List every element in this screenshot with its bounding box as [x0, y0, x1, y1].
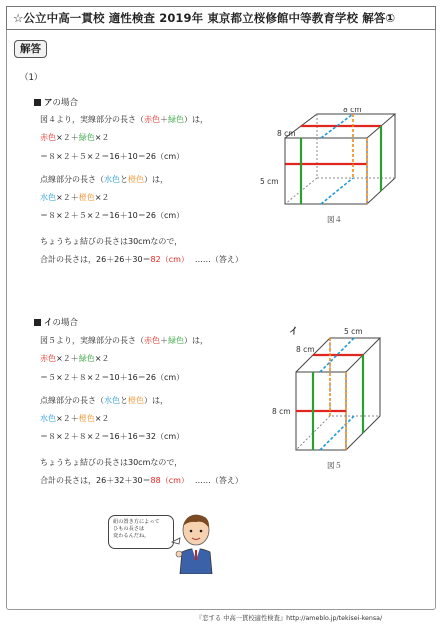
question-number: （1） [20, 73, 43, 83]
figure-5-label: イ [289, 327, 299, 337]
section-a-line5: 水色×２＋橙色×２ [40, 193, 110, 202]
figure-4-box-diagram [255, 108, 405, 226]
section-b-line5: 水色×２＋橙色×２ [40, 414, 110, 423]
answer-badge: 解答 [14, 40, 47, 58]
page-title [6, 6, 436, 30]
section-a-line4: 点線部分の長さ（水色と橙色）は， [40, 175, 168, 184]
section-b-line7: ちょうちょ結びの長さは30cmなので， [40, 458, 183, 467]
figure-4-dim-top: 8 cm [343, 108, 362, 114]
section-b-line4: 点線部分の長さ（水色と橙色）は， [40, 396, 168, 405]
section-a-line2: 赤色×２＋緑色×２ [40, 133, 110, 142]
section-a-line8: 合計の長さは，26＋26＋30＝82（cm） ……（答え） [40, 255, 243, 264]
section-a-line3: ＝８×２＋５×２＝16＋10＝26（cm） [40, 152, 185, 161]
section-a-line1: 図４より，実線部分の長さ（赤色＋緑色）は， [40, 115, 208, 124]
section-b-line1: 図５より，実線部分の長さ（赤色＋緑色）は， [40, 336, 208, 345]
section-b-heading-text: の場合 [52, 318, 79, 328]
figure-4-caption: 図４ [327, 215, 342, 224]
square-bullet-icon [34, 319, 41, 326]
section-a-heading [34, 96, 78, 108]
section-b-line2: 赤色×２＋緑色×２ [40, 354, 110, 363]
figure-5-dim-top: 5 cm [344, 327, 363, 336]
boy-character-icon [170, 512, 220, 574]
section-a-line6: ＝８×２＋５×２＝16＋10＝26（cm） [40, 211, 185, 220]
square-bullet-icon [34, 99, 41, 106]
figure-5-dim-left: 8 cm [296, 345, 315, 354]
section-b-line3: ＝５×２＋８×２＝10＋16＝26（cm） [40, 373, 185, 382]
footer-source: 『恋する 中高一貫校適性検査』http://ameblo.jp/tekisei-kensa/ [196, 615, 383, 622]
figure-5-dim-side: 8 cm [272, 407, 291, 416]
speech-bubble: 紐の置き方によって ひもの長さは 変わるんだね。 [108, 515, 174, 549]
page-title-text: ☆公立中高一貫校 適性検査 2019年 東京都立桜修館中等教育学校 解答① [13, 11, 396, 25]
section-b-kana: イ [44, 318, 53, 328]
figure-4-dim-left: 8 cm [277, 129, 296, 138]
figure-5-box-diagram [268, 324, 398, 456]
figure-4-dim-side: 5 cm [260, 177, 279, 186]
section-b-heading [34, 316, 78, 328]
section-a-kana: ア [44, 98, 53, 108]
section-b-line6: ＝８×２＋８×２＝16＋16＝32（cm） [40, 432, 185, 441]
section-a-heading-text: の場合 [52, 98, 79, 108]
section-b-line8: 合計の長さは，26＋32＋30＝88（cm） ……（答え） [40, 476, 243, 485]
figure-5-caption: 図５ [327, 461, 342, 470]
section-a-line7: ちょうちょ結びの長さは30cmなので， [40, 237, 183, 246]
